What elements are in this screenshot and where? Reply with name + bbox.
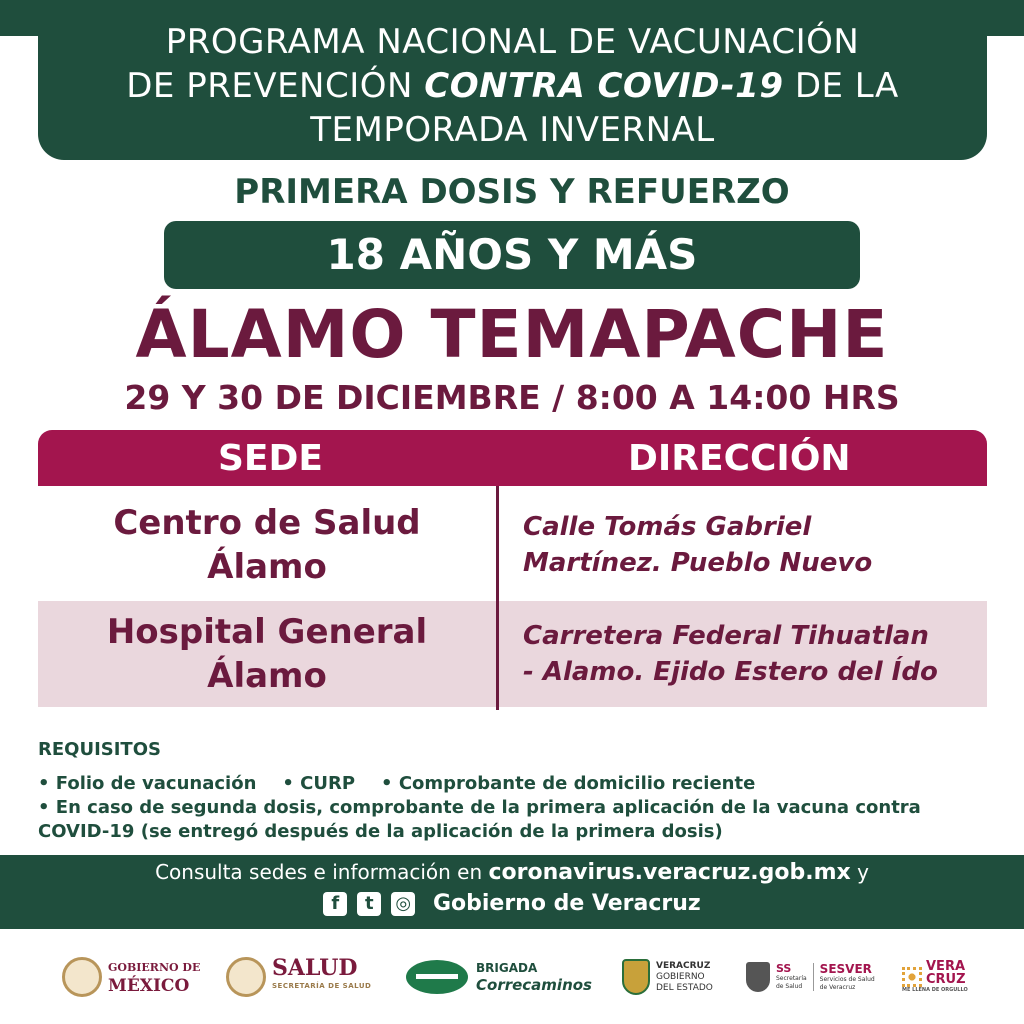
- gob-mexico-line: GOBIERNO DE: [108, 961, 201, 974]
- veracruz-gob-line: DEL ESTADO: [656, 982, 713, 993]
- brigada-line: Correcaminos: [476, 976, 592, 994]
- consult-text: Consulta sedes e información en: [155, 860, 483, 884]
- ss-text: [776, 963, 814, 991]
- instagram-icon[interactable]: ◎: [391, 892, 415, 916]
- city-heading: ÁLAMO TEMAPACHE: [135, 296, 889, 373]
- veracruz-gob-text: [656, 961, 713, 994]
- col-header-direccion: DIRECCIÓN: [628, 438, 851, 479]
- veracruz-gob-line: GOBIERNO: [656, 971, 705, 982]
- sede-line: Álamo: [207, 656, 327, 696]
- website-link[interactable]: coronavirus.veracruz.gob.mx: [488, 860, 851, 885]
- veracruz-star-icon: [902, 967, 922, 987]
- veracruz-gob-line: VERACRUZ: [656, 960, 711, 971]
- ss-line: SS: [776, 962, 792, 975]
- table-header: [38, 430, 987, 486]
- twitter-icon[interactable]: t: [357, 892, 381, 916]
- sesver-text: [814, 963, 875, 992]
- consult-line: [0, 860, 1024, 885]
- mexico-seal-icon: [62, 957, 102, 997]
- social-handle: Gobierno de Veracruz: [432, 891, 701, 916]
- brigada-logo: [406, 944, 592, 1010]
- salud-title: SALUD: [272, 955, 358, 981]
- sesver-line: SESVER: [819, 961, 872, 976]
- requirements-line-3: COVID-19 (se entregó después de la aplicación de la primera dosis): [38, 821, 723, 842]
- direccion-line: Calle Tomás Gabriel: [523, 512, 812, 542]
- brigada-text: [476, 960, 592, 994]
- direccion-line: - Alamo. Ejido Estero del Ído: [523, 657, 938, 687]
- requirements-line-2: • En caso de segunda dosis, comprobante de la primera aplicación de la vacuna contra: [38, 797, 921, 818]
- ss-logo: [746, 944, 875, 1010]
- table-row: [38, 601, 987, 707]
- sede-line: Álamo: [207, 547, 327, 587]
- requirement-item: • Folio de vacunación: [38, 773, 257, 794]
- salud-seal-icon: [226, 957, 266, 997]
- veracruz-shield-icon: [622, 959, 650, 995]
- veracruz-brand-line: VERA: [926, 959, 966, 974]
- program-title: [38, 10, 987, 160]
- requirement-item: • Comprobante de domicilio reciente: [381, 773, 756, 794]
- ss-line: de Salud: [776, 983, 803, 990]
- brigada-bird-icon: [406, 960, 468, 994]
- requirement-item: • CURP: [282, 773, 356, 794]
- title-line-2-post: DE LA: [794, 66, 899, 106]
- salud-subtitle: SECRETARÍA DE SALUD: [272, 982, 372, 990]
- sede-cell: [38, 601, 496, 707]
- requirements: [38, 738, 988, 844]
- age-badge: 18 AÑOS Y MÁS: [164, 221, 860, 289]
- facebook-icon[interactable]: f: [323, 892, 347, 916]
- sede-cell: [38, 492, 496, 598]
- sesver-line: de Veracruz: [819, 983, 856, 991]
- logo-strip: [0, 944, 1024, 1014]
- veracruz-gobierno-logo: [622, 944, 713, 1010]
- sede-line: Centro de Salud: [113, 503, 421, 543]
- title-line-1: PROGRAMA NACIONAL DE VACUNACIÓN: [165, 22, 860, 62]
- consult-text-end: y: [857, 860, 869, 884]
- dates-heading: 29 Y 30 DE DICIEMBRE / 8:00 A 14:00 HRS: [124, 378, 900, 417]
- gobierno-mexico-logo: [62, 944, 200, 1010]
- veracruz-brand-line: CRUZ: [926, 972, 966, 987]
- col-header-sede: SEDE: [218, 438, 323, 479]
- gob-mexico-line: MÉXICO: [108, 976, 190, 996]
- title-line-2-emphasis: CONTRA COVID-19: [424, 66, 784, 106]
- requirements-title: REQUISITOS: [38, 739, 161, 760]
- direccion-cell: [523, 492, 983, 598]
- social-line: [0, 891, 1024, 916]
- veracruz-brand-logo: [902, 944, 968, 1010]
- title-line-3: TEMPORADA INVERNAL: [310, 110, 715, 150]
- salud-text: [272, 955, 372, 995]
- veracruz-brand-text: [902, 959, 968, 994]
- ss-shield-icon: [746, 962, 770, 992]
- footer-bar: [0, 855, 1024, 929]
- requirements-line-1: [38, 772, 988, 796]
- gob-mexico-text: [108, 959, 200, 995]
- brigada-line: BRIGADA: [476, 961, 538, 975]
- table-divider: [496, 486, 499, 710]
- direccion-cell: [523, 601, 983, 707]
- veracruz-brand-tagline: ME LLENA DE ORGULLO: [902, 987, 968, 993]
- ss-line: Secretaría: [776, 975, 807, 982]
- table-row: [38, 492, 987, 598]
- sesver-line: Servicios de Salud: [819, 975, 875, 983]
- title-line-2-pre: DE PREVENCIÓN: [126, 66, 413, 106]
- sede-line: Hospital General: [106, 612, 428, 652]
- dose-heading: PRIMERA DOSIS Y REFUERZO: [234, 172, 790, 212]
- direccion-line: Martínez. Pueblo Nuevo: [523, 548, 873, 578]
- title-line-2: [38, 64, 987, 108]
- salud-logo: [226, 944, 371, 1010]
- direccion-line: Carretera Federal Tihuatlan: [523, 621, 929, 651]
